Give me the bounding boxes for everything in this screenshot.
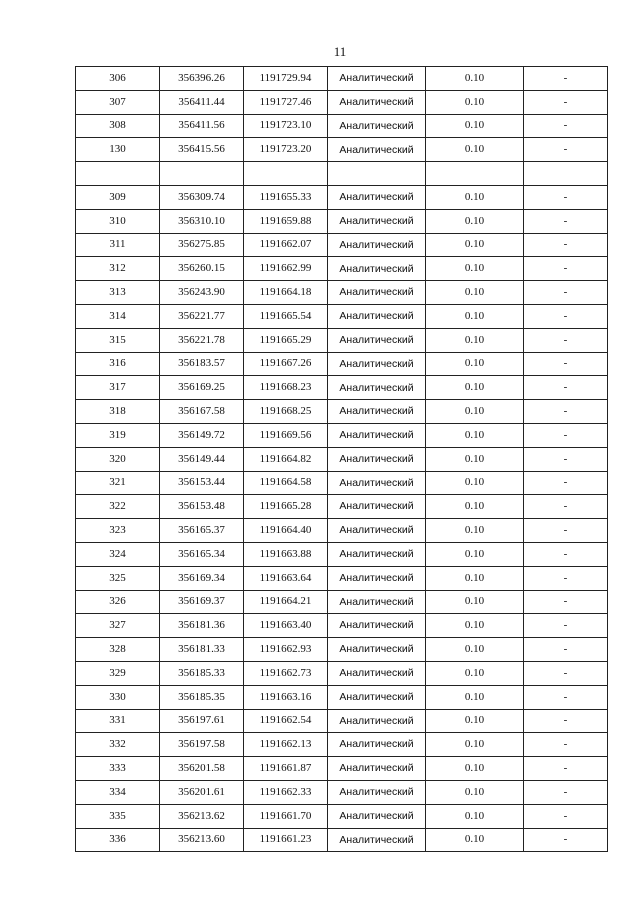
- note-cell: -: [524, 423, 608, 447]
- method-cell: Аналитический: [328, 90, 426, 114]
- x-coordinate-cell: 356169.25: [160, 376, 244, 400]
- note-cell: [524, 162, 608, 186]
- table-row: [76, 614, 608, 638]
- x-coordinate-cell: 356310.10: [160, 209, 244, 233]
- accuracy-cell: 0.10: [426, 67, 524, 91]
- point-number-cell: 318: [76, 400, 160, 424]
- method-cell: Аналитический: [328, 114, 426, 138]
- table-row: [76, 638, 608, 662]
- note-cell: -: [524, 281, 608, 305]
- table-row: [76, 257, 608, 281]
- table-row: [76, 542, 608, 566]
- method-cell: Аналитический: [328, 281, 426, 305]
- method-cell: Аналитический: [328, 804, 426, 828]
- y-coordinate-cell: 1191665.54: [244, 304, 328, 328]
- point-number-cell: 309: [76, 185, 160, 209]
- y-coordinate-cell: 1191668.25: [244, 400, 328, 424]
- table-row: [76, 400, 608, 424]
- y-coordinate-cell: 1191723.20: [244, 138, 328, 162]
- method-cell: Аналитический: [328, 661, 426, 685]
- accuracy-cell: 0.10: [426, 804, 524, 828]
- accuracy-cell: 0.10: [426, 447, 524, 471]
- y-coordinate-cell: 1191667.26: [244, 352, 328, 376]
- note-cell: -: [524, 780, 608, 804]
- x-coordinate-cell: 356411.56: [160, 114, 244, 138]
- x-coordinate-cell: 356213.60: [160, 828, 244, 852]
- y-coordinate-cell: 1191661.87: [244, 757, 328, 781]
- table-row: [76, 423, 608, 447]
- y-coordinate-cell: 1191663.40: [244, 614, 328, 638]
- accuracy-cell: 0.10: [426, 614, 524, 638]
- y-coordinate-cell: 1191662.93: [244, 638, 328, 662]
- method-cell: Аналитический: [328, 185, 426, 209]
- x-coordinate-cell: 356181.36: [160, 614, 244, 638]
- point-number-cell: 325: [76, 566, 160, 590]
- note-cell: -: [524, 495, 608, 519]
- y-coordinate-cell: 1191662.13: [244, 733, 328, 757]
- note-cell: -: [524, 471, 608, 495]
- x-coordinate-cell: 356275.85: [160, 233, 244, 257]
- table-row: [76, 185, 608, 209]
- note-cell: -: [524, 828, 608, 852]
- point-number-cell: 321: [76, 471, 160, 495]
- x-coordinate-cell: 356183.57: [160, 352, 244, 376]
- method-cell: Аналитический: [328, 709, 426, 733]
- note-cell: -: [524, 638, 608, 662]
- x-coordinate-cell: 356181.33: [160, 638, 244, 662]
- point-number-cell: 319: [76, 423, 160, 447]
- x-coordinate-cell: 356153.44: [160, 471, 244, 495]
- y-coordinate-cell: 1191664.18: [244, 281, 328, 305]
- point-number-cell: 313: [76, 281, 160, 305]
- method-cell: Аналитический: [328, 376, 426, 400]
- y-coordinate-cell: 1191664.40: [244, 519, 328, 543]
- x-coordinate-cell: 356201.58: [160, 757, 244, 781]
- y-coordinate-cell: 1191665.28: [244, 495, 328, 519]
- note-cell: -: [524, 447, 608, 471]
- x-coordinate-cell: 356396.26: [160, 67, 244, 91]
- table-row: [76, 67, 608, 91]
- point-number-cell: 312: [76, 257, 160, 281]
- note-cell: -: [524, 757, 608, 781]
- accuracy-cell: 0.10: [426, 661, 524, 685]
- point-number-cell: 315: [76, 328, 160, 352]
- y-coordinate-cell: 1191663.88: [244, 542, 328, 566]
- table-row: [76, 709, 608, 733]
- accuracy-cell: 0.10: [426, 281, 524, 305]
- note-cell: -: [524, 590, 608, 614]
- table-row: [76, 828, 608, 852]
- x-coordinate-cell: 356411.44: [160, 90, 244, 114]
- point-number-cell: 329: [76, 661, 160, 685]
- point-number-cell: 316: [76, 352, 160, 376]
- note-cell: -: [524, 519, 608, 543]
- accuracy-cell: 0.10: [426, 138, 524, 162]
- y-coordinate-cell: 1191665.29: [244, 328, 328, 352]
- method-cell: Аналитический: [328, 138, 426, 162]
- point-number-cell: 330: [76, 685, 160, 709]
- table-row: [76, 114, 608, 138]
- note-cell: -: [524, 328, 608, 352]
- method-cell: Аналитический: [328, 542, 426, 566]
- x-coordinate-cell: 356221.77: [160, 304, 244, 328]
- x-coordinate-cell: 356169.34: [160, 566, 244, 590]
- point-number-cell: 326: [76, 590, 160, 614]
- note-cell: -: [524, 709, 608, 733]
- x-coordinate-cell: 356243.90: [160, 281, 244, 305]
- table-row: [76, 566, 608, 590]
- table-row: [76, 281, 608, 305]
- point-number-cell: 307: [76, 90, 160, 114]
- y-coordinate-cell: 1191662.99: [244, 257, 328, 281]
- x-coordinate-cell: 356221.78: [160, 328, 244, 352]
- point-number-cell: 130: [76, 138, 160, 162]
- y-coordinate-cell: 1191669.56: [244, 423, 328, 447]
- accuracy-cell: 0.10: [426, 114, 524, 138]
- point-number-cell: 320: [76, 447, 160, 471]
- note-cell: -: [524, 542, 608, 566]
- table-row: [76, 376, 608, 400]
- point-number-cell: 311: [76, 233, 160, 257]
- point-number-cell: 335: [76, 804, 160, 828]
- note-cell: -: [524, 661, 608, 685]
- table-row: [76, 733, 608, 757]
- point-number-cell: 332: [76, 733, 160, 757]
- table-row: [76, 90, 608, 114]
- accuracy-cell: 0.10: [426, 209, 524, 233]
- x-coordinate-cell: 356185.35: [160, 685, 244, 709]
- accuracy-cell: 0.10: [426, 519, 524, 543]
- accuracy-cell: 0.10: [426, 733, 524, 757]
- accuracy-cell: 0.10: [426, 566, 524, 590]
- method-cell: Аналитический: [328, 447, 426, 471]
- accuracy-cell: 0.10: [426, 257, 524, 281]
- accuracy-cell: 0.10: [426, 304, 524, 328]
- note-cell: -: [524, 114, 608, 138]
- method-cell: Аналитический: [328, 257, 426, 281]
- y-coordinate-cell: 1191729.94: [244, 67, 328, 91]
- table-row: [76, 590, 608, 614]
- y-coordinate-cell: 1191662.54: [244, 709, 328, 733]
- x-coordinate-cell: 356197.58: [160, 733, 244, 757]
- table-row: [76, 138, 608, 162]
- accuracy-cell: 0.10: [426, 90, 524, 114]
- point-number-cell: 308: [76, 114, 160, 138]
- method-cell: Аналитический: [328, 733, 426, 757]
- note-cell: -: [524, 138, 608, 162]
- point-number-cell: 314: [76, 304, 160, 328]
- y-coordinate-cell: 1191662.07: [244, 233, 328, 257]
- point-number-cell: 310: [76, 209, 160, 233]
- accuracy-cell: 0.10: [426, 590, 524, 614]
- note-cell: -: [524, 566, 608, 590]
- accuracy-cell: 0.10: [426, 233, 524, 257]
- note-cell: -: [524, 400, 608, 424]
- table-row: [76, 209, 608, 233]
- accuracy-cell: 0.10: [426, 185, 524, 209]
- note-cell: -: [524, 304, 608, 328]
- accuracy-cell: 0.10: [426, 328, 524, 352]
- table-row: [76, 471, 608, 495]
- accuracy-cell: 0.10: [426, 495, 524, 519]
- note-cell: -: [524, 257, 608, 281]
- method-cell: Аналитический: [328, 685, 426, 709]
- table-row-empty: [76, 162, 608, 186]
- point-number-cell: [76, 162, 160, 186]
- method-cell: [328, 162, 426, 186]
- x-coordinate-cell: 356309.74: [160, 185, 244, 209]
- y-coordinate-cell: 1191723.10: [244, 114, 328, 138]
- x-coordinate-cell: 356149.44: [160, 447, 244, 471]
- accuracy-cell: 0.10: [426, 780, 524, 804]
- accuracy-cell: 0.10: [426, 709, 524, 733]
- note-cell: -: [524, 733, 608, 757]
- method-cell: Аналитический: [328, 614, 426, 638]
- accuracy-cell: 0.10: [426, 542, 524, 566]
- y-coordinate-cell: 1191661.70: [244, 804, 328, 828]
- page-number: 11: [333, 44, 347, 59]
- y-coordinate-cell: 1191659.88: [244, 209, 328, 233]
- note-cell: -: [524, 685, 608, 709]
- x-coordinate-cell: 356165.37: [160, 519, 244, 543]
- point-number-cell: 323: [76, 519, 160, 543]
- method-cell: Аналитический: [328, 328, 426, 352]
- table-row: [76, 519, 608, 543]
- accuracy-cell: 0.10: [426, 376, 524, 400]
- x-coordinate-cell: 356165.34: [160, 542, 244, 566]
- method-cell: Аналитический: [328, 423, 426, 447]
- table-row: [76, 780, 608, 804]
- method-cell: Аналитический: [328, 471, 426, 495]
- table-row: [76, 685, 608, 709]
- y-coordinate-cell: 1191662.73: [244, 661, 328, 685]
- table-row: [76, 804, 608, 828]
- method-cell: Аналитический: [328, 566, 426, 590]
- method-cell: Аналитический: [328, 519, 426, 543]
- y-coordinate-cell: [244, 162, 328, 186]
- method-cell: Аналитический: [328, 209, 426, 233]
- method-cell: Аналитический: [328, 304, 426, 328]
- accuracy-cell: 0.10: [426, 685, 524, 709]
- point-number-cell: 336: [76, 828, 160, 852]
- table-row: [76, 328, 608, 352]
- table-row: [76, 661, 608, 685]
- x-coordinate-cell: 356201.61: [160, 780, 244, 804]
- point-number-cell: 324: [76, 542, 160, 566]
- point-number-cell: 331: [76, 709, 160, 733]
- method-cell: Аналитический: [328, 638, 426, 662]
- y-coordinate-cell: 1191664.58: [244, 471, 328, 495]
- y-coordinate-cell: 1191661.23: [244, 828, 328, 852]
- accuracy-cell: 0.10: [426, 400, 524, 424]
- method-cell: Аналитический: [328, 400, 426, 424]
- x-coordinate-cell: 356167.58: [160, 400, 244, 424]
- method-cell: Аналитический: [328, 780, 426, 804]
- accuracy-cell: 0.10: [426, 352, 524, 376]
- note-cell: -: [524, 67, 608, 91]
- x-coordinate-cell: [160, 162, 244, 186]
- table-row: [76, 233, 608, 257]
- point-number-cell: 327: [76, 614, 160, 638]
- x-coordinate-cell: 356153.48: [160, 495, 244, 519]
- x-coordinate-cell: 356213.62: [160, 804, 244, 828]
- y-coordinate-cell: 1191655.33: [244, 185, 328, 209]
- point-number-cell: 306: [76, 67, 160, 91]
- coordinates-table-body: [76, 67, 608, 852]
- table-row: [76, 304, 608, 328]
- x-coordinate-cell: 356197.61: [160, 709, 244, 733]
- x-coordinate-cell: 356185.33: [160, 661, 244, 685]
- note-cell: -: [524, 209, 608, 233]
- point-number-cell: 333: [76, 757, 160, 781]
- method-cell: Аналитический: [328, 352, 426, 376]
- table-row: [76, 447, 608, 471]
- accuracy-cell: 0.10: [426, 757, 524, 781]
- method-cell: Аналитический: [328, 233, 426, 257]
- x-coordinate-cell: 356260.15: [160, 257, 244, 281]
- x-coordinate-cell: 356149.72: [160, 423, 244, 447]
- method-cell: Аналитический: [328, 828, 426, 852]
- x-coordinate-cell: 356169.37: [160, 590, 244, 614]
- note-cell: -: [524, 352, 608, 376]
- note-cell: -: [524, 90, 608, 114]
- method-cell: Аналитический: [328, 590, 426, 614]
- table-row: [76, 495, 608, 519]
- method-cell: Аналитический: [328, 757, 426, 781]
- point-number-cell: 322: [76, 495, 160, 519]
- table-row: [76, 352, 608, 376]
- accuracy-cell: [426, 162, 524, 186]
- method-cell: Аналитический: [328, 67, 426, 91]
- point-number-cell: 334: [76, 780, 160, 804]
- y-coordinate-cell: 1191662.33: [244, 780, 328, 804]
- y-coordinate-cell: 1191727.46: [244, 90, 328, 114]
- y-coordinate-cell: 1191664.82: [244, 447, 328, 471]
- point-number-cell: 317: [76, 376, 160, 400]
- y-coordinate-cell: 1191663.64: [244, 566, 328, 590]
- note-cell: -: [524, 804, 608, 828]
- x-coordinate-cell: 356415.56: [160, 138, 244, 162]
- method-cell: Аналитический: [328, 495, 426, 519]
- note-cell: -: [524, 614, 608, 638]
- y-coordinate-cell: 1191663.16: [244, 685, 328, 709]
- accuracy-cell: 0.10: [426, 471, 524, 495]
- accuracy-cell: 0.10: [426, 423, 524, 447]
- note-cell: -: [524, 233, 608, 257]
- note-cell: -: [524, 376, 608, 400]
- note-cell: -: [524, 185, 608, 209]
- point-number-cell: 328: [76, 638, 160, 662]
- table-row: [76, 757, 608, 781]
- accuracy-cell: 0.10: [426, 638, 524, 662]
- y-coordinate-cell: 1191668.23: [244, 376, 328, 400]
- coordinates-table: [75, 66, 608, 852]
- accuracy-cell: 0.10: [426, 828, 524, 852]
- y-coordinate-cell: 1191664.21: [244, 590, 328, 614]
